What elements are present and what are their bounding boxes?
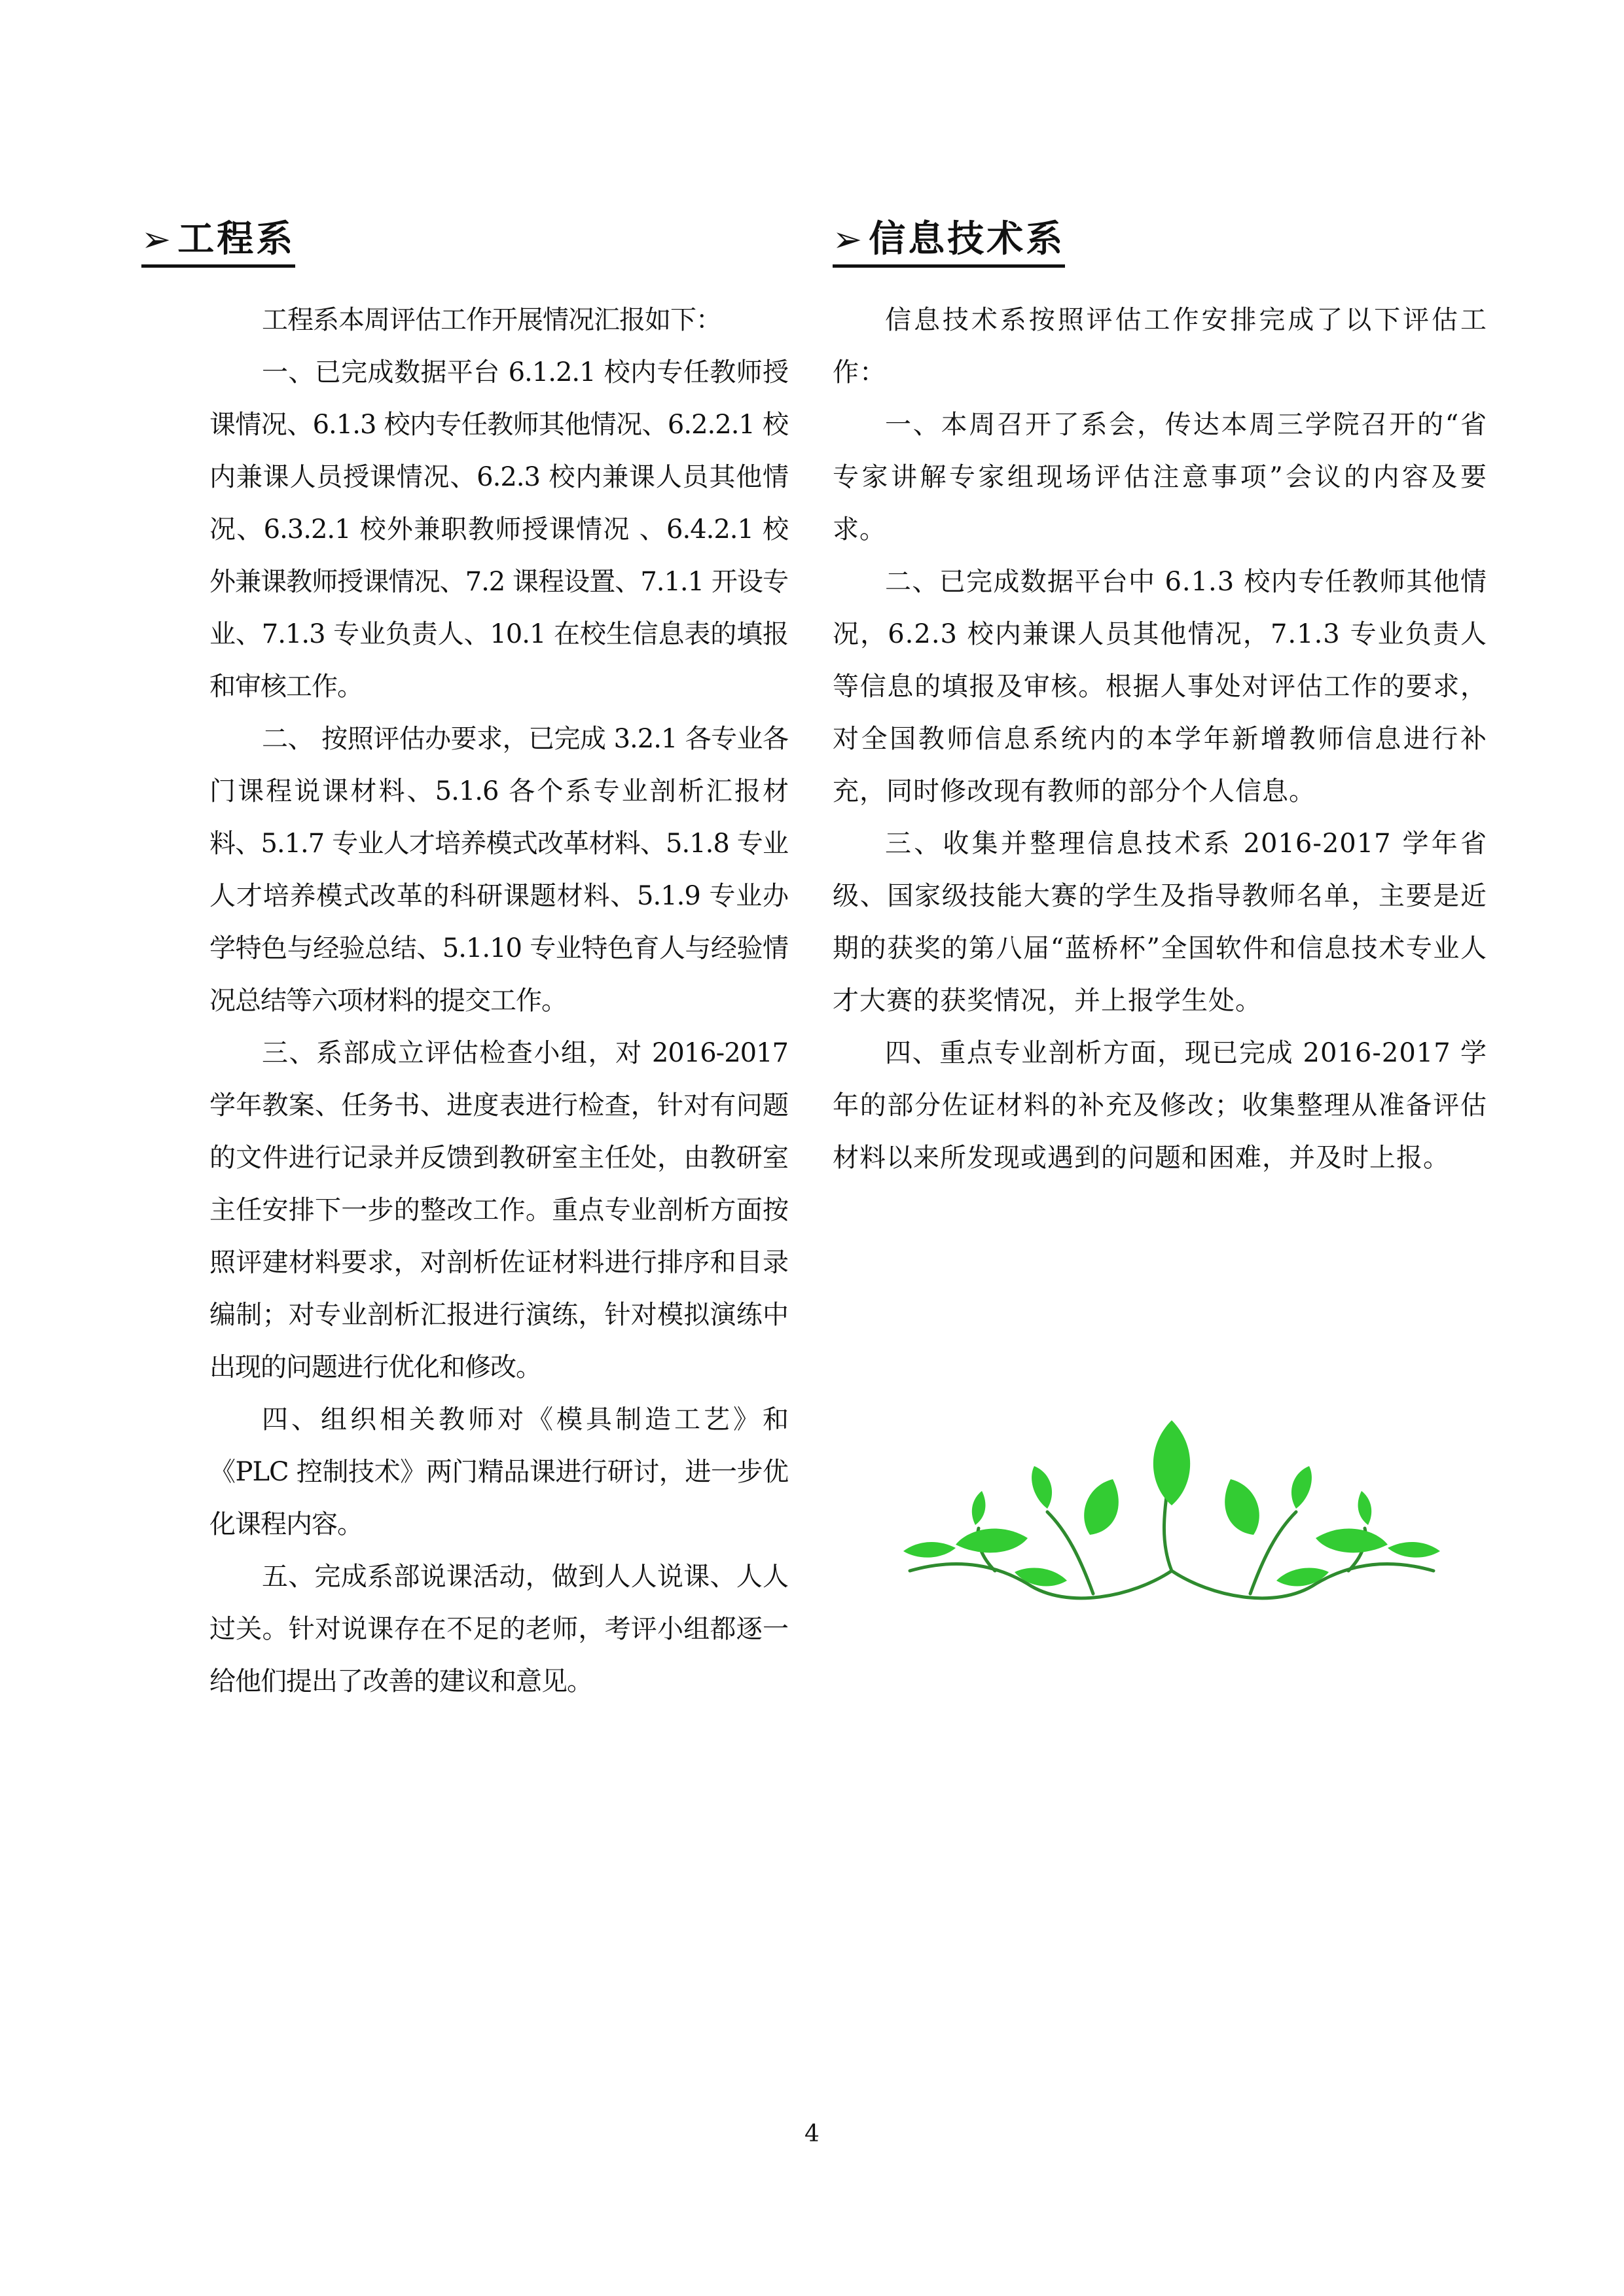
engineering-paragraph-5: 五、完成系部说课活动，做到人人说课、人人过关。针对说课存在不足的老师，考评小组都逐一给他们提出了改善的建议和意见。 (209, 1562, 788, 1696)
engineering-paragraph-4: 四、组织相关教师对《模具制造工艺》和《PLC 控制技术》两门精品课进行研讨，进一步优化课程内容。 (209, 1405, 788, 1539)
info-tech-heading-text: 信息技术系 (869, 218, 1066, 260)
engineering-paragraph-2: 二、 按照评估办要求，已完成 3.2.1 各专业各门课程说课材料、5.1.6 各个系专业剖析汇报材料、5.1.7 专业人才培养模式改革材料、5.1.8 专业人才培养模式改革的科研课题材料、5.1.9 专业办学特色与经验总结、5.1.10 专业特色育人与经验情况总结等六项材料的提交工作。 (209, 724, 788, 1016)
engineering-paragraph-intro: 工程系本周评估工作开展情况汇报如下： (262, 305, 721, 335)
engineering-paragraph-3: 三、系部成立评估检查小组，对 2016-2017 学年教案、任务书、进度表进行检查，针对有问题的文件进行记录并反馈到教研室主任处，由教研室主任安排下一步的整改工作。重点专业剖析方面按照评建材料要求，对剖析佐证材料进行排序和目录编制；对专业剖析汇报进行演练，针对模拟演练中出现的问题进行优化和修改。 (209, 1038, 788, 1382)
arrowhead-bullet-icon: ➢ (833, 219, 865, 260)
arrowhead-bullet-icon: ➢ (141, 219, 174, 260)
info-tech-body (833, 294, 1487, 1184)
info-tech-paragraph-1: 一、本周召开了系会，传达本周三学院召开的“省专家讲解专家组现场评估注意事项”会议的内容及要求。 (833, 410, 1487, 545)
info-tech-heading (833, 216, 1065, 268)
engineering-paragraph-1: 一、已完成数据平台 6.1.2.1 校内专任教师授课情况、6.1.3 校内专任教师其他情况、6.2.2.1 校内兼课人员授课情况、6.2.3 校内兼课人员其他情况、6.3.2.1 校外兼职教师授课情况 、6.4.2.1 校外兼课教师授课情况、7.2 课程设置、7.1.1 开设专业、7.1.3 专业负责人、10.1 在校生信息表的填报和审核工作。 (209, 357, 788, 702)
info-tech-paragraph-intro: 信息技术系按照评估工作安排完成了以下评估工作： (833, 305, 1487, 387)
info-tech-section (833, 216, 1487, 1184)
info-tech-paragraph-4: 四、重点专业剖析方面，现已完成 2016-2017 学年的部分佐证材料的补充及修改；收集整理从准备评估材料以来所发现或遇到的问题和困难，并及时上报。 (833, 1038, 1487, 1173)
leaf-vine-ornament-icon (897, 1407, 1447, 1617)
info-tech-paragraph-3: 三、收集并整理信息技术系 2016-2017 学年省级、国家级技能大赛的学生及指导教师名单，主要是近期的获奖的第八届“蓝桥杯”全国软件和信息技术专业人才大赛的获奖情况，并上报学生处。 (833, 829, 1487, 1016)
engineering-heading-text: 工程系 (177, 218, 296, 260)
engineering-heading (141, 216, 295, 268)
engineering-body (209, 294, 788, 1708)
info-tech-paragraph-2: 二、已完成数据平台中 6.1.3 校内专任教师其他情况，6.2.3 校内兼课人员其他情况，7.1.3 专业负责人等信息的填报及审核。根据人事处对评估工作的要求，对全国教师信息系统内的本学年新增教师信息进行补充，同时修改现有教师的部分个人信息。 (833, 567, 1487, 806)
engineering-section (141, 216, 788, 1708)
page-number: 4 (804, 2121, 820, 2147)
